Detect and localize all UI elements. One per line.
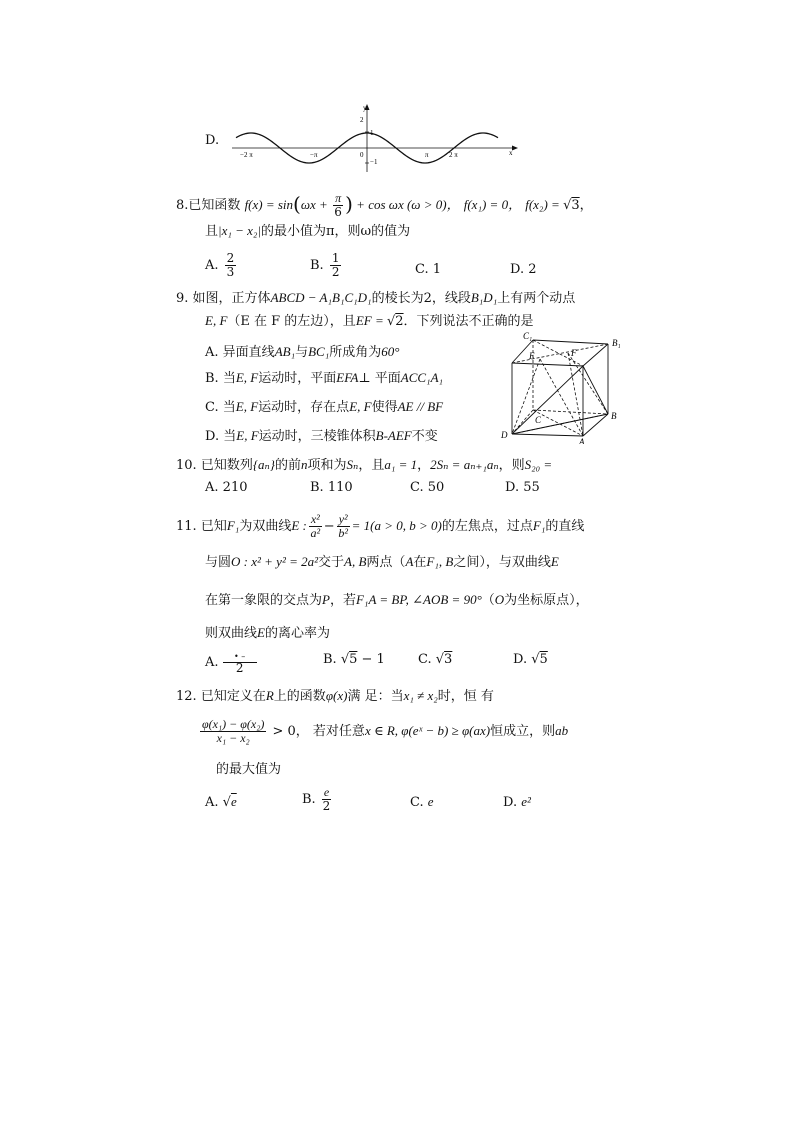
q9-option-b[interactable]: B. 当E, F运动时，平面EFA⊥ 平面ACC₁A₁ [205, 370, 444, 386]
y-tick-1: 1 [370, 129, 374, 137]
q8-line1: 8.已知函数 f(x) = sin(ωx + $\frac{\pi}{6}$ ) + cos ωx (ω > 0)， f(x₁) = 0， f(x₂) = √3， [176, 191, 593, 219]
q10-option-d[interactable]: D. 55 [505, 480, 540, 495]
q10-option-a[interactable]: A. 210 [205, 480, 248, 495]
q11-option-b[interactable]: B. √5 − 1 [323, 652, 385, 667]
q10-option-c[interactable]: C. 50 [410, 480, 445, 495]
q12-option-a[interactable]: A. √e [205, 794, 237, 810]
q12-option-c[interactable]: C. e [410, 794, 434, 810]
label-c: C [535, 415, 542, 425]
label-c1: C₁ [523, 331, 533, 341]
q8-option-b[interactable]: B. $\frac{1}{2}$ [310, 251, 340, 279]
x-tick-pi: π [425, 151, 429, 159]
q10-stem: 10. 已知数列{aₙ}的前n项和为Sₙ，且a₁ = 1，2Sₙ = aₙ₊₁aₙ，则S₂₀ = [176, 457, 553, 473]
x-axis-label: x [509, 149, 513, 157]
label-b: B [611, 411, 617, 421]
q11-line1: 11. 已知F₁为双曲线E : $\frac{\text{x²}}{\text{a²}}$ − $\frac{\text{y²}}{\text{b²}}$ = 1(a > 0, b > 0)的左焦点，过点F₁的直线 [176, 512, 585, 540]
y-tick-2: 2 [360, 116, 364, 124]
label-a: A [579, 437, 585, 444]
label-e: E [529, 351, 535, 361]
q10-option-b[interactable]: B. 110 [310, 480, 353, 495]
x-tick-neg2pi: −2 π [240, 151, 253, 159]
q12-option-d[interactable]: D. e² [503, 794, 531, 810]
q9-line1: 9. 如图，正方体ABCD − A₁B₁C₁D₁的棱长为2，线段B₁D₁上有两个动点 [176, 290, 576, 306]
y-axis-label: y [363, 104, 367, 112]
q11-line4: 则双曲线E的离心率为 [205, 625, 330, 641]
q11-option-d[interactable]: D. √5 [513, 652, 548, 667]
q8-option-d[interactable]: D. 2 [510, 262, 537, 277]
q9-line2: E, F（E 在 F 的左边），且EF = √2．下列说法不正确的是 [205, 313, 534, 329]
q12-line2: $\frac{\text{φ(x₁) − φ(x₂)}}{\text{x₁ − x₂}}$ > 0， 若对任意x ∈ R, φ(eˣ − b) ≥ φ(ax)恒成立，则ab [202, 717, 569, 745]
x-tick-2pi: 2 π [449, 151, 458, 159]
x-tick-negpi: −π [310, 151, 318, 159]
q8-option-a[interactable]: A. $\frac{2}{3}$ [205, 251, 235, 279]
q12-option-b[interactable]: B. $\frac{e}{2}$ [302, 785, 331, 813]
label-b1: B₁ [612, 338, 621, 348]
label-d: D [501, 430, 508, 440]
x-axis-arrow [512, 146, 518, 151]
q9-option-a[interactable]: A. 异面直线AB₁与BC₁所成角为60° [205, 344, 400, 360]
q11-line2: 与圆O : x² + y² = 2a²交于A, B两点（A在F₁, B之间），与双曲线E [205, 554, 559, 570]
label-f: F [571, 348, 577, 358]
origin-label: 0 [360, 151, 364, 159]
q11-line3: 在第一象限的交点为P，若F₁A = BP, ∠AOB = 90°（O为坐标原点）， [205, 592, 589, 608]
q9-cube-figure [495, 328, 631, 444]
q12-line1: 12. 已知定义在R上的函数φ(x)满 足：当x₁ ≠ x₂时，恒 有 [176, 688, 494, 704]
pi-over-6: $\frac{\pi}{6}$ [334, 191, 342, 219]
q11-option-c[interactable]: C. √3 [418, 652, 453, 667]
q7-cosine-graph [232, 102, 522, 174]
q7-option-d-label: D. [205, 133, 220, 148]
q12-line3: 的最大值为 [216, 762, 282, 777]
q8-option-c[interactable]: C. 1 [415, 262, 442, 277]
q8-line2: 且|x₁ − x₂|的最小值为π，则ω的值为 [205, 223, 411, 239]
q11-option-a[interactable]: A. • – 2 [205, 652, 257, 673]
q9-option-c[interactable]: C. 当E, F运动时，存在点E, F使得AE // BF [205, 399, 444, 415]
y-tick-neg1: −1 [370, 158, 378, 166]
q9-option-d[interactable]: D. 当E, F运动时，三棱锥体积B-AEF不变 [205, 428, 438, 444]
